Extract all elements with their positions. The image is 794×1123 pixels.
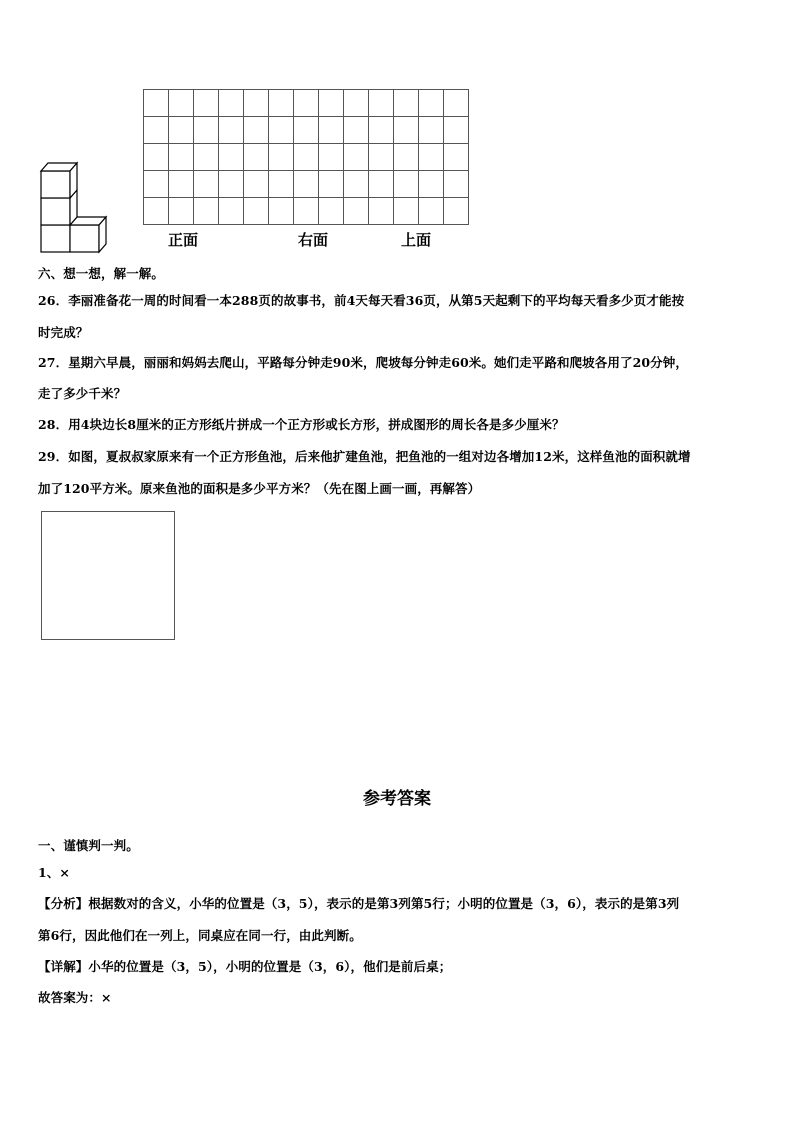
- grid-cell[interactable]: [444, 117, 469, 144]
- grid-cell[interactable]: [169, 90, 194, 117]
- detail-line: 【详解】小华的位置是（3，5），小明的位置是（3，6），他们是前后桌；: [38, 959, 452, 974]
- grid-cell[interactable]: [294, 198, 319, 225]
- cube-front-face: [41, 198, 70, 225]
- section-heading: 六、想一想，解一解。: [38, 266, 165, 281]
- grid-cell[interactable]: [144, 198, 169, 225]
- grid-cell[interactable]: [194, 117, 219, 144]
- grid-cell[interactable]: [369, 144, 394, 171]
- grid-cell[interactable]: [419, 144, 444, 171]
- grid-cell[interactable]: [344, 171, 369, 198]
- grid-cell[interactable]: [419, 90, 444, 117]
- view-label-top: 上面: [401, 231, 432, 249]
- grid-cell[interactable]: [244, 90, 269, 117]
- grid-cell[interactable]: [169, 144, 194, 171]
- question-29-line1: 29．如图，夏叔叔家原来有一个正方形鱼池，后来他扩建鱼池，把鱼池的一组对边各增加12米，这样鱼池的面积就增: [38, 449, 691, 464]
- conclusion-line: 故答案为：×: [38, 990, 112, 1005]
- grid-cell[interactable]: [419, 117, 444, 144]
- grid-cell[interactable]: [269, 171, 294, 198]
- grid-cell[interactable]: [194, 198, 219, 225]
- grid-cell[interactable]: [294, 117, 319, 144]
- grid-cell[interactable]: [344, 198, 369, 225]
- grid-cell[interactable]: [319, 144, 344, 171]
- grid-cell[interactable]: [394, 117, 419, 144]
- grid-cell[interactable]: [244, 144, 269, 171]
- question-29-line2: 加了120平方米。原来鱼池的面积是多少平方米？（先在图上画一画，再解答）: [38, 481, 481, 496]
- grid-cell[interactable]: [319, 198, 344, 225]
- grid-cell[interactable]: [219, 144, 244, 171]
- view-label-front: 正面: [168, 231, 199, 249]
- grid-cell[interactable]: [394, 171, 419, 198]
- grid-cell[interactable]: [394, 198, 419, 225]
- question-26-line1: 26．李丽准备花一周的时间看一本288页的故事书，前4天每天看36页，从第5天起剩下的平均每天看多少页才能按: [38, 293, 685, 308]
- grid-cell[interactable]: [194, 90, 219, 117]
- grid-cell[interactable]: [369, 90, 394, 117]
- grid-cell[interactable]: [169, 171, 194, 198]
- grid-cell[interactable]: [194, 171, 219, 198]
- grid-cell[interactable]: [144, 144, 169, 171]
- grid-cell[interactable]: [319, 117, 344, 144]
- grid-cell[interactable]: [169, 117, 194, 144]
- grid-cell[interactable]: [144, 117, 169, 144]
- grid-cell[interactable]: [269, 90, 294, 117]
- grid-cell[interactable]: [444, 144, 469, 171]
- grid-cell[interactable]: [144, 171, 169, 198]
- grid-cell[interactable]: [244, 117, 269, 144]
- grid-cell[interactable]: [344, 117, 369, 144]
- drawing-grid[interactable]: [143, 89, 469, 225]
- grid-cell[interactable]: [319, 90, 344, 117]
- grid-cell[interactable]: [369, 171, 394, 198]
- grid-cell[interactable]: [419, 198, 444, 225]
- analysis-line1: 【分析】根据数对的含义，小华的位置是（3，5），表示的是第3列第5行；小明的位置是（3，6），表示的是第3列: [38, 896, 680, 911]
- question-28: 28．用4块边长8厘米的正方形纸片拼成一个正方形或长方形，拼成图形的周长各是多少厘米？: [38, 417, 565, 432]
- grid-cell[interactable]: [444, 171, 469, 198]
- grid-cell[interactable]: [394, 90, 419, 117]
- grid-cell[interactable]: [344, 90, 369, 117]
- question-27-line1: 27．星期六早晨，丽丽和妈妈去爬山，平路每分钟走90米，爬坡每分钟走60米。她们走平路和爬坡各用了20分钟，: [38, 355, 688, 370]
- square-pond-figure[interactable]: [41, 511, 175, 640]
- grid-cell[interactable]: [419, 171, 444, 198]
- grid-cell[interactable]: [244, 198, 269, 225]
- grid-cell[interactable]: [244, 171, 269, 198]
- grid-cell[interactable]: [294, 144, 319, 171]
- cube-front-face: [41, 225, 70, 252]
- question-26-line2: 时完成？: [38, 325, 89, 340]
- grid-cell[interactable]: [219, 117, 244, 144]
- grid-cell[interactable]: [169, 198, 194, 225]
- question-27-line2: 走了多少千米？: [38, 386, 127, 401]
- grid-cell[interactable]: [294, 171, 319, 198]
- answers-section-heading: 一、谨慎判一判。: [38, 838, 139, 853]
- grid-cell[interactable]: [444, 90, 469, 117]
- answer-item-1: 1、×: [38, 865, 70, 880]
- grid-cell[interactable]: [144, 90, 169, 117]
- cube-front-face: [70, 225, 99, 252]
- grid-cell[interactable]: [269, 117, 294, 144]
- grid-cell[interactable]: [219, 198, 244, 225]
- answers-title: 参考答案: [363, 789, 431, 809]
- grid-cell[interactable]: [369, 117, 394, 144]
- cube-front-face: [41, 171, 70, 198]
- grid-cell[interactable]: [294, 90, 319, 117]
- grid-cell[interactable]: [344, 144, 369, 171]
- grid-cell[interactable]: [369, 198, 394, 225]
- grid-cell[interactable]: [394, 144, 419, 171]
- grid-cell[interactable]: [319, 171, 344, 198]
- grid-cell[interactable]: [194, 144, 219, 171]
- grid-cell[interactable]: [269, 144, 294, 171]
- cube-stack-figure: [38, 155, 118, 255]
- grid-cell[interactable]: [444, 198, 469, 225]
- grid-cell[interactable]: [219, 90, 244, 117]
- analysis-line2: 第6行，因此他们在一列上，同桌应在同一行，由此判断。: [38, 928, 362, 943]
- grid-cell[interactable]: [219, 171, 244, 198]
- grid-cell[interactable]: [269, 198, 294, 225]
- view-label-right: 右面: [298, 231, 329, 249]
